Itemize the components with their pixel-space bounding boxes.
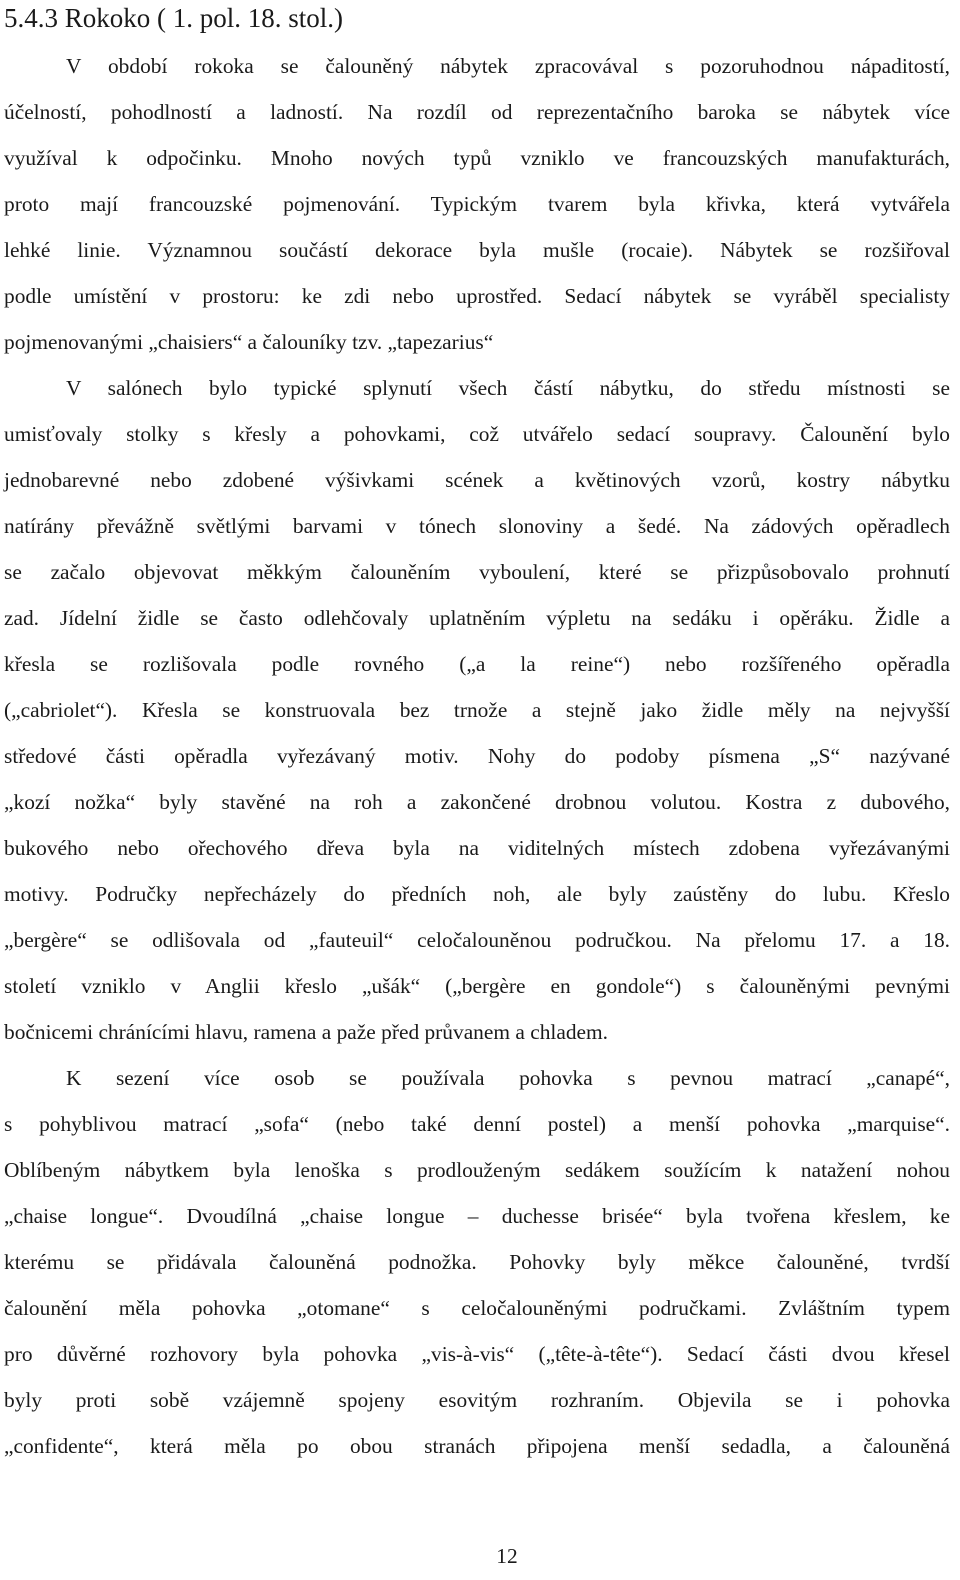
paragraph-2-line-1: V salónech bylo typické splynutí všech částí nábytku, do středu místnosti se <box>66 376 950 400</box>
paragraph-1-line-1: V období rokoka se čalouněný nábytek zpracovával s pozoruhodnou nápaditostí, <box>66 54 950 78</box>
paragraph-2-line-2: umisťovaly stolky s křesly a pohovkami, což utvářelo sedací soupravy. Čalounění bylo <box>4 422 950 446</box>
paragraph-2-line-13: „bergère“ se odlišovala od „fauteuil“ celočalouněnou područkou. Na přelomu 17. a 18. <box>4 928 950 952</box>
paragraph-2-line-15: bočnicemi chránícími hlavu, ramena a paže před průvanem a chladem. <box>4 1020 609 1044</box>
paragraph-2-line-7: křesla se rozlišovala podle rovného („a la reine“) nebo rozšířeného opěradla <box>4 652 950 676</box>
paragraph-2-line-14: století vzniklo v Anglii křeslo „ušák“ („bergère en gondole“) s čalouněnými pevnými <box>4 974 950 998</box>
paragraph-1-line-6: podle umístění v prostoru: ke zdi nebo uprostřed. Sedací nábytek se vyráběl specialisty <box>4 284 950 308</box>
paragraph-3-line-5: kterému se přidávala čalouněná podnožka. Pohovky byly měkce čalouněné, tvrdší <box>4 1250 950 1274</box>
paragraph-1-line-2: účelností, pohodlností a ladností. Na rozdíl od reprezentačního baroka se nábytek více <box>4 100 950 124</box>
paragraph-3-line-6: čalounění měla pohovka „otomane“ s celočalouněnými područkami. Zvláštním typem <box>4 1296 950 1320</box>
paragraph-3-line-7: pro důvěrné rozhovory byla pohovka „vis-à-vis“ („tête-à-tête“). Sedací části dvou křesel <box>4 1342 950 1366</box>
paragraph-2-line-12: motivy. Područky nepřecházely do předních noh, ale byly zaústěny do lubu. Křeslo <box>4 882 950 906</box>
paragraph-3-line-2: s pohyblivou matrací „sofa“ (nebo také denní postel) a menší pohovka „marquise“. <box>4 1112 950 1136</box>
paragraph-2-line-3: jednobarevné nebo zdobené výšivkami scének a květinových vzorů, kostry nábytku <box>4 468 950 492</box>
paragraph-2-line-8: („cabriolet“). Křesla se konstruovala bez trnože a stejně jako židle měly na nejvyšší <box>4 698 950 722</box>
paragraph-1-line-4: proto mají francouzské pojmenování. Typickým tvarem byla křivka, která vytvářela <box>4 192 950 216</box>
paragraph-3-line-3: Oblíbeným nábytkem byla lenoška s prodlouženým sedákem soužícím k natažení nohou <box>4 1158 950 1182</box>
paragraph-2-line-10: „kozí nožka“ byly stavěné na roh a zakončené drobnou volutou. Kostra z dubového, <box>4 790 950 814</box>
paragraph-3-line-4: „chaise longue“. Dvoudílná „chaise longue – duchesse brisée“ byla tvořena křeslem, ke <box>4 1204 950 1228</box>
page-number: 12 <box>496 1544 518 1568</box>
paragraph-2-line-4: natírány převážně světlými barvami v tónech slonoviny a šedé. Na zádových opěradlech <box>4 514 950 538</box>
paragraph-3-line-1: K sezení více osob se používala pohovka s pevnou matrací „canapé“, <box>66 1066 950 1090</box>
paragraph-1-line-3: využíval k odpočinku. Mnoho nových typů vzniklo ve francouzských manufakturách, <box>4 146 950 170</box>
paragraph-3-line-9: „confidente“, která měla po obou stranách připojena menší sedadla, a čalouněná <box>4 1434 950 1458</box>
paragraph-3-line-8: byly proti sobě vzájemně spojeny esovitým rozhraním. Objevila se i pohovka <box>4 1388 950 1412</box>
section-heading: 5.4.3 Rokoko ( 1. pol. 18. stol.) <box>4 3 344 33</box>
paragraph-1-line-7: pojmenovanými „chaisiers“ a čalouníky tzv. „tapezarius“ <box>4 330 494 354</box>
paragraph-2-line-6: zad. Jídelní židle se často odlehčovaly uplatněním výpletu na sedáku i opěráku. Židle a <box>4 606 950 630</box>
paragraph-2-line-5: se začalo objevovat měkkým čalouněním vyboulení, které se přizpůsobovalo prohnutí <box>4 560 950 584</box>
paragraph-2-line-9: středové části opěradla vyřezávaný motiv. Nohy do podoby písmena „S“ nazývané <box>4 744 950 768</box>
paragraph-1-line-5: lehké linie. Významnou součástí dekorace byla mušle (rocaie). Nábytek se rozšiřoval <box>4 238 950 262</box>
paragraph-2-line-11: bukového nebo ořechového dřeva byla na viditelných místech zdobena vyřezávanými <box>4 836 950 860</box>
